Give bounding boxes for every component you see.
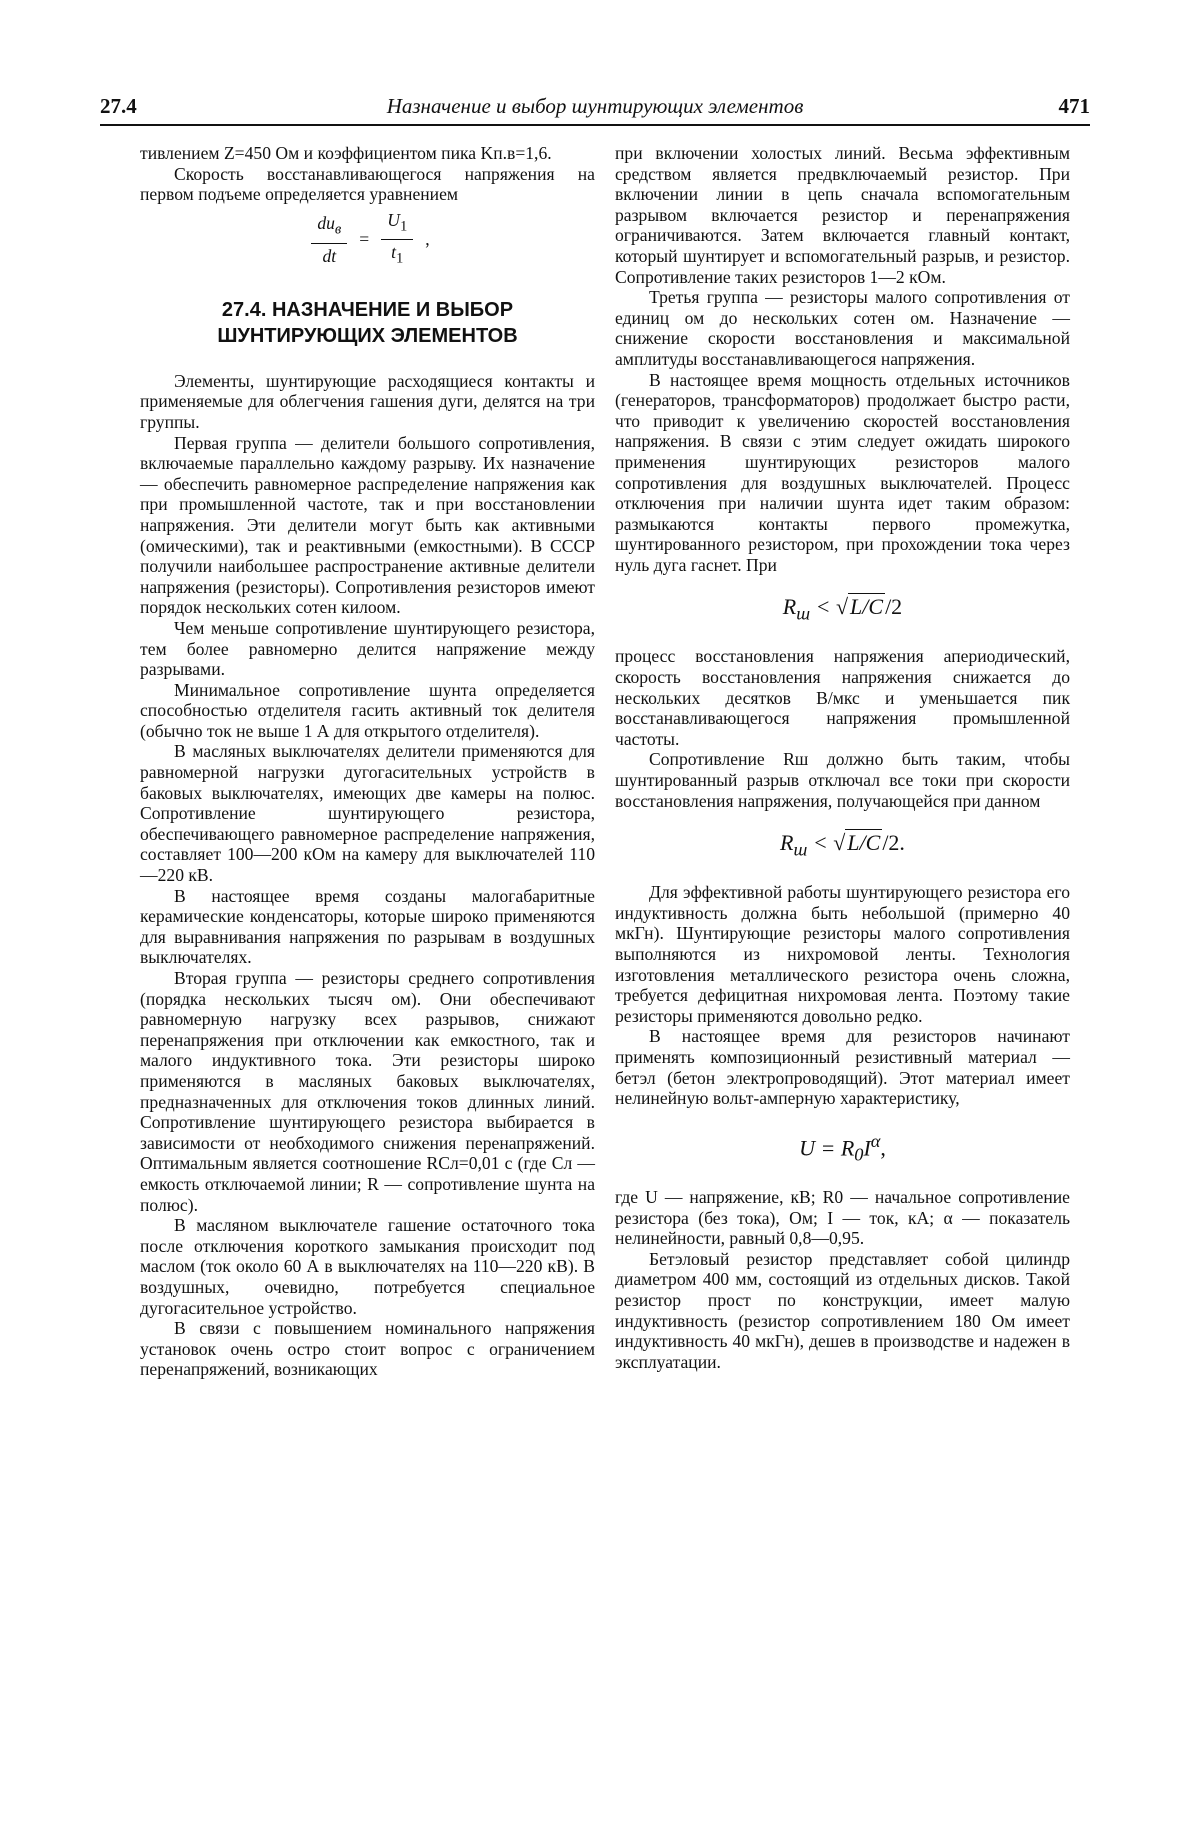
paragraph: где U — напряжение, кВ; R0 — начальное сопротивление резистора (без тока), Ом; I — ток, кА; α — показатель нелинейности, равный 0,8—0,95.	[615, 1187, 1070, 1249]
formula-shunt-condition-2: $R_ш < √L/C/2$.	[780, 830, 905, 860]
paragraph: процесс восстановления напряжения апериодический, скорость восстановления напряжения снижается до нескольких десятков В/мкс и уменьшается пик восстанавливающегося напряжения промышленной частоты.	[615, 646, 1070, 749]
formula-shunt-condition: $R_ш < √L/C/2$	[782, 594, 903, 624]
fraction-left: $\frac{du_в}{dt}$	[311, 213, 347, 266]
paragraph: В настоящее время для резисторов начинают применять композиционный резистивный материал — бетэл (бетон электропроводящий). Этот материал имеет нелинейную вольт-амперную характеристику,	[615, 1026, 1070, 1109]
paragraph: Чем меньше сопротивление шунтирующего резистора, тем более равномерно делится напряжение между разрывами.	[140, 617, 595, 680]
paragraph: при включении холостых линий. Весьма эффективным средством является предвключаемый резистор. При включении линии в цепь сначала вспомогательным разрывом включается резистор и перенапряжения ограничиваются. Затем включается главный контакт, который шунтирует и вспомогательный разрыв, и резистор. Сопротивление таких резисторов 1—2 кОм.	[615, 143, 1070, 287]
paragraph: Бетэловый резистор представляет собой цилиндр диаметром 400 мм, состоящий из отдельных дисков. Такой резистор прост по конструкции, имеет малую индуктивность (резистор сопротивлением 180 Ом имеет индуктивность 40 мкГн), дешев в производстве и надежен в эксплуатации.	[615, 1248, 1070, 1372]
paragraph: В настоящее время созданы малогабаритные керамические конденсаторы, которые широко применяются для выравнивания напряжения по разрывам в воздушных выключателях.	[140, 885, 595, 968]
page-header	[100, 90, 1090, 126]
section-heading: 27.4. НАЗНАЧЕНИЕ И ВЫБОР ШУНТИРУЮЩИХ ЭЛЕМЕНТОВ	[217, 298, 518, 347]
page-number: 471	[1058, 94, 1090, 118]
paragraph: Элементы, шунтирующие расходящиеся контакты и применяемые для облегчения гашения дуги, делятся на три группы.	[140, 370, 595, 432]
paragraph: Сопротивление Rш должно быть таким, чтобы шунтированный разрыв отключал все токи при скорости восстановления напряжения, получающейся при данном	[615, 749, 1070, 811]
formula-volt-ampere: $U = R_0I^\alpha$,	[799, 1130, 886, 1165]
paragraph: Для эффективной работы шунтирующего резистора его индуктивность должна быть небольшой (примерно 40 мкГн). Шунтирующие резисторы малого сопротивления выполняются из нихромовой ленты. Технология изготовления металлического резистора очень сложна, требуется дефицитная нихромовая лента. Поэтому такие резисторы применяются довольно редко.	[615, 882, 1070, 1026]
running-title: Назначение и выбор шунтирующих элементов	[386, 94, 804, 118]
equals-sign: =	[359, 229, 370, 250]
right-column	[615, 143, 1070, 1372]
paragraph: В связи с повышением номинального напряжения установок очень остро стоит вопрос с ограничением перенапряжений, возникающих	[140, 1318, 595, 1380]
paragraph: В масляном выключателе гашение остаточного тока после отключения короткого замыкания происходит под маслом (ток около 60 А в выключателях на 110—220 кВ). В воздушных, очевидно, потребуется специальное дугогасительное устройство.	[140, 1215, 595, 1318]
paragraph: В масляных выключателях делители применяются для равномерной нагрузки дугогасительных устройств в баковых выключателях, имеющих две камеры на полюс. Сопротивление шунтирующего резистора, обеспечивающего равномерное распределение напряжения, составляет 100—200 кОм на камеру для выключателей 110—220 кВ.	[140, 741, 595, 886]
paragraph: Вторая группа — резисторы среднего сопротивления (порядка нескольких тысяч ом). Они обеспечивают равномерную нагрузку всех разрывов, снижают перенапряжения при отключении как емкостного, так и малого индуктивного тока. Эти резисторы широко применяются в масляных баковых выключателях, предназначенных для отключения токов длинных линий. Сопротивление шунтирующего резистора выбирается в зависимости от необходимого снижения перенапряжений. Оптимальным является соотношение RCл=0,01 с (где Cл — емкость отключаемой линии; R — сопротивление шунта на полюс).	[140, 968, 595, 1215]
paragraph: Третья группа — резисторы малого сопротивления от единиц ом до нескольких сотен ом. Назначение — снижение скорости восстановления и максимальной амплитуды восстанавливающегося напряжения.	[615, 287, 1070, 369]
fraction-right: $\frac{U_1}{t_1}$	[381, 210, 413, 269]
paragraph: В настоящее время мощность отдельных источников (генераторов, трансформаторов) продолжает быстро расти, что приводит к увеличению скоростей восстановления напряжения. В связи с этим следует ожидать широкого применения шунтирующих резисторов малого сопротивления для воздушных выключателей. Процесс отключения при наличии шунта идет таким образом: размыкаются контакты первого промежутка, шунтированного резистором, при прохождении тока через нуль дуга гаснет. При	[615, 369, 1070, 575]
section-number: 27.4	[100, 94, 137, 118]
paragraph: Минимальное сопротивление шунта определяется способностью отделителя гасить активный ток делителя (обычно ток не выше 1 А для открытого отделителя).	[140, 679, 595, 741]
paragraph: Скорость восстанавливающегося напряжения на первом подъеме определяется уравнением	[140, 163, 595, 205]
paragraph: тивлением Z=450 Ом и коэффициентом пика Kп.в=1,6.	[140, 143, 552, 163]
formula-voltage-rate: $\frac{du_в}{dt}$ = $\frac{U_1}{t_1}$ ,	[140, 205, 595, 275]
left-column	[140, 143, 595, 1380]
paragraph: Первая группа — делители большого сопротивления, включаемые параллельно каждому разрыву. Их назначение — обеспечить равномерное распределение напряжения как при промышленной частоте, так и при восстановлении напряжения. Эти делители могут быть как активными (омическими), так и реактивными (емкостными). В СССР получили наибольшее распространение активные делители напряжения (резисторы). Сопротивления резисторов имеют порядок нескольких сотен килоом.	[140, 432, 595, 618]
